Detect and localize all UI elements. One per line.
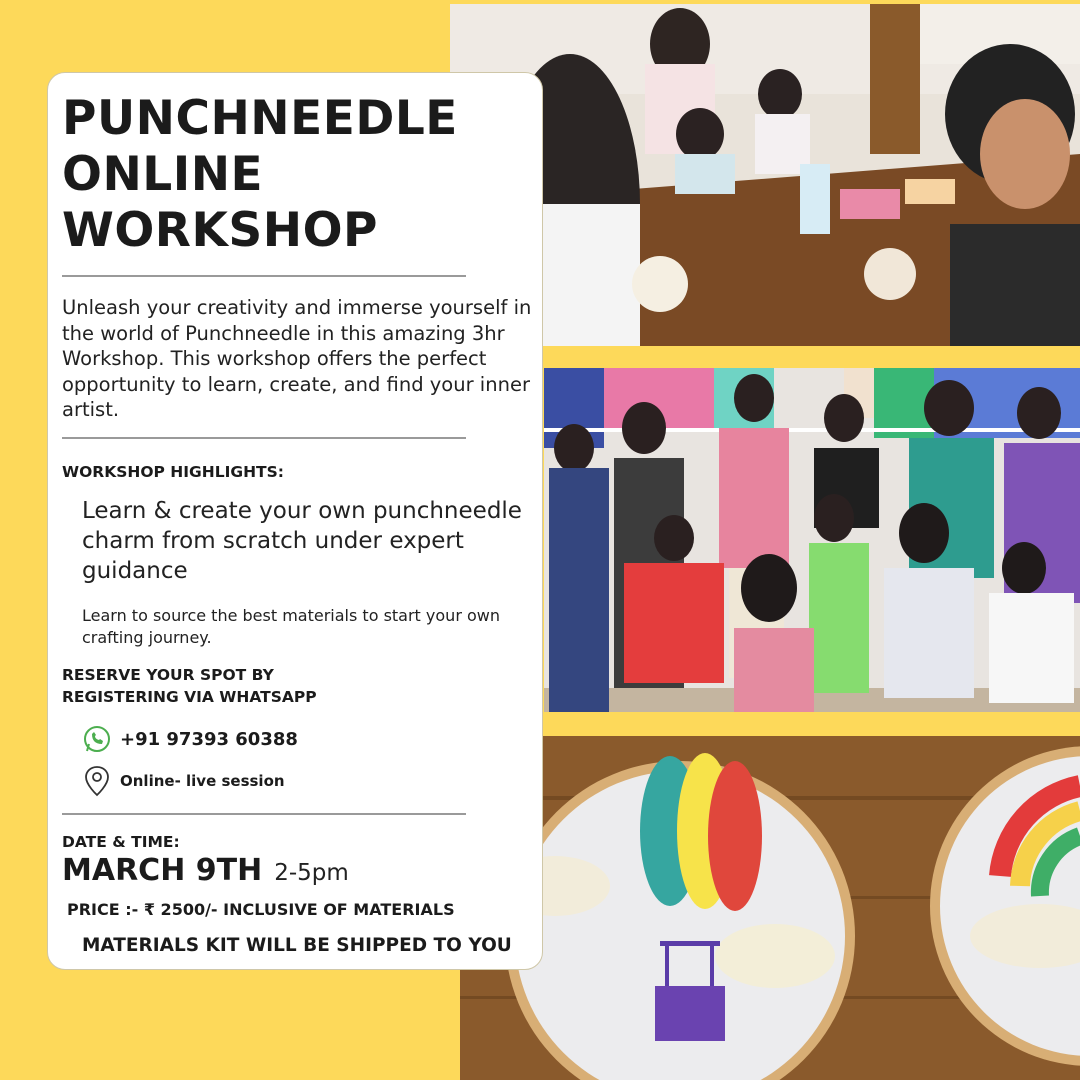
highlight-item-2: Learn to source the best materials to start your own crafting journey. (82, 606, 500, 647)
embroidery-hoops-photo (460, 736, 1080, 1080)
location-row (82, 765, 285, 797)
divider (62, 813, 466, 815)
title-line-3: WORKSHOP (62, 203, 378, 258)
divider (62, 275, 466, 277)
phone-number[interactable]: +91 97393 60388 (120, 728, 298, 750)
highlight-item-1: Learn & create your own punchneedle charm from scratch under expert guidance (82, 498, 522, 584)
schedule-heading: DATE & TIME: (62, 833, 180, 851)
price-text: PRICE :- ₹ 2500/- INCLUSIVE OF MATERIALS (67, 900, 455, 919)
info-card (47, 72, 543, 970)
event-date: MARCH 9TH (62, 853, 263, 888)
divider (62, 437, 466, 439)
phone-row[interactable] (82, 724, 298, 754)
whatsapp-icon (82, 724, 112, 754)
group-photo (544, 368, 1080, 712)
highlights-heading: WORKSHOP HIGHLIGHTS: (62, 463, 284, 481)
page-title (62, 91, 532, 259)
location-pin-icon (84, 765, 110, 797)
event-time: 2-5pm (274, 860, 349, 886)
photo-column (450, 0, 1080, 1080)
title-line-1: PUNCHNEEDLE (62, 91, 458, 146)
registration-heading-line-2: REGISTERING VIA WHATSAPP (62, 688, 317, 706)
materials-kit-text: MATERIALS KIT WILL BE SHIPPED TO YOU (82, 935, 512, 956)
workshop-table-photo (450, 4, 1080, 346)
title-line-2: ONLINE (62, 147, 264, 202)
registration-heading-line-1: RESERVE YOUR SPOT BY (62, 666, 274, 684)
date-row (62, 853, 349, 888)
intro-text: Unleash your creativity and immerse yourself in the world of Punchneedle in this amazing 3hr Workshop. This workshop offers the perfect opportunity to learn, create, and find your inner artist. (62, 296, 532, 421)
location-text: Online- live session (120, 772, 285, 790)
registration-heading (62, 664, 317, 708)
